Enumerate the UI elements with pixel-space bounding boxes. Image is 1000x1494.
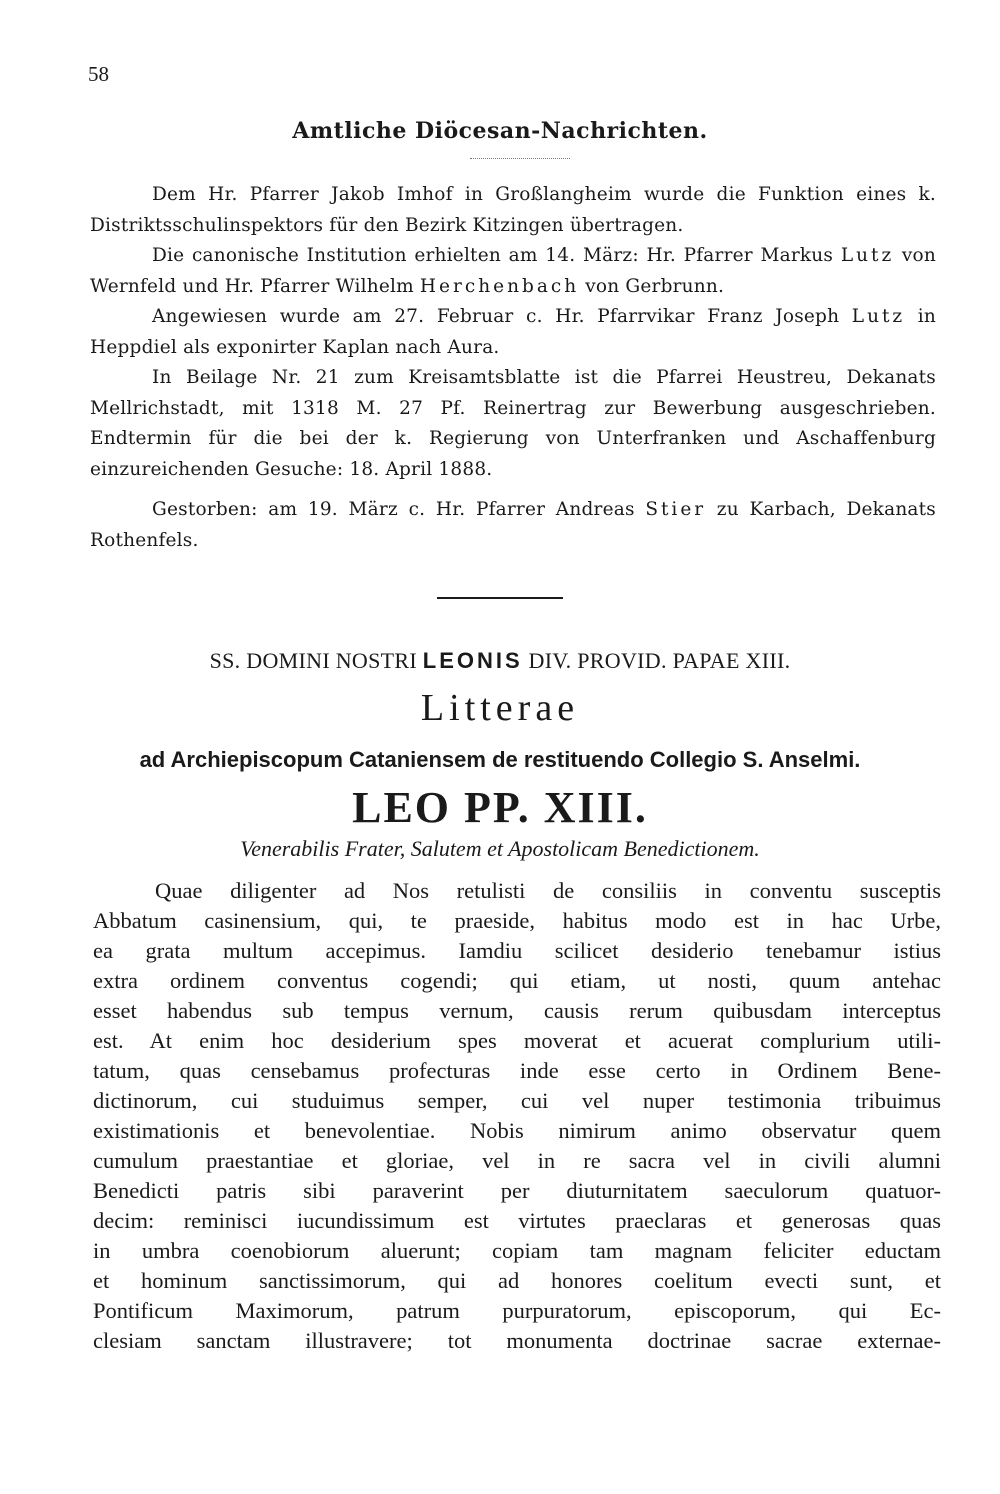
papal-signature: LEO PP. XIII. (352, 783, 648, 832)
body-line: decim: reminisci iucundissimum est virtutes praeclaras et generosas quas (93, 1208, 941, 1233)
heading-ornament (470, 158, 570, 159)
body-line: clesiam sanctam illustravere; tot monumenta doctrinae sacrae externae- (93, 1328, 941, 1353)
body-line: ea grata multum accepimus. Iamdiu scilicet desiderio tenebamur istius (93, 938, 941, 963)
section-heading: Amtliche Diöcesan-Nachrichten. (292, 118, 708, 144)
body-line: esset habendus sub tempus vernum, causis rerum quibusdam interceptus (93, 998, 941, 1023)
page-number: 58 (88, 62, 109, 86)
letter-title: Litterae (420, 687, 580, 729)
body-line: in umbra coenobiorum aluerunt; copiam tam magnam feliciter eductam (93, 1238, 941, 1263)
person-name: Lutz (840, 245, 895, 266)
body-line: cumulum praestantiae et gloriae, vel in re sacra vel in civili alumni (93, 1148, 941, 1173)
news-paragraph-3: Angewiesen wurde am 27. Februar c. Hr. Pfarrvikar Franz Joseph Lutz in Heppdiel als exponirter Kaplan nach Aura. (90, 306, 936, 358)
body-line: Benedicti patris sibi paraverint per diuturnitatem saeculorum quatuor- (93, 1178, 941, 1203)
papal-letter-header: SS. DOMINI NOSTRI LEONIS DIV. PROVID. PAPAE XIII. (209, 648, 791, 673)
body-line: existimationis et benevolentiae. Nobis nimirum animo observatur quem (93, 1118, 941, 1143)
body-line: extra ordinem conventus cogendi; qui etiam, ut nosti, quum antehac (93, 968, 941, 993)
body-line: Quae diligenter ad Nos retulisti de consiliis in conventu susceptis (155, 878, 941, 903)
person-name: Herchenbach (419, 275, 580, 297)
diocesan-news (90, 180, 936, 556)
body-line: Pontificum Maximorum, patrum purpuratorum, episcoporum, qui Ec- (93, 1298, 941, 1323)
news-paragraph-5: Gestorben: am 19. März c. Hr. Pfarrer Andreas Stier zu Karbach, Dekanats Rothenfels. (90, 499, 936, 551)
body-line: tatum, quas censebamus profecturas inde esse certo in Ordinem Bene- (93, 1058, 941, 1083)
person-name: Lutz (851, 306, 906, 327)
body-line: est. At enim hoc desiderium spes moverat et acuerat complurium utili- (93, 1028, 941, 1053)
salutation: Venerabilis Frater, Salutem et Apostolicam Benedictionem. (240, 836, 760, 861)
news-paragraph-2: Die canonische Institution erhielten am 14. März: Hr. Pfarrer Markus Lutz von Wernfeld und Hr. Pfarrer Wilhelm Herchenbach von Gerbrunn. (90, 245, 936, 297)
body-line: dictinorum, cui studuimus semper, cui vel nuper testimonia tribuimus (93, 1088, 941, 1113)
news-paragraph-4: In Beilage Nr. 21 zum Kreisamtsblatte ist die Pfarrei Heustreu, Dekanats Mellrichstadt, mit 1318 M. 27 Pf. Reinertrag zur Bewerbung ausgeschrieben. Endtermin für die bei der k. Regierung von Unterfranken und Aschaffenburg einzureichenden Gesuche: 18. April 1888. (90, 367, 936, 480)
letter-body (93, 876, 941, 1356)
section-divider (437, 597, 563, 599)
body-line: Abbatum casinensium, qui, te praeside, habitus modo est in hac Urbe, (93, 908, 941, 933)
body-line: et hominum sanctissimorum, qui ad honores coelitum evecti sunt, et (93, 1268, 941, 1293)
news-paragraph-1: Dem Hr. Pfarrer Jakob Imhof in Großlangheim wurde die Funktion eines k. Distriktsschulinspektors für den Bezirk Kitzingen übertragen. (90, 184, 936, 236)
pope-name: LEONIS (422, 648, 523, 673)
person-name: Stier (645, 499, 707, 520)
letter-subtitle: ad Archiepiscopum Cataniensem de restituendo Collegio S. Anselmi. (139, 747, 861, 772)
